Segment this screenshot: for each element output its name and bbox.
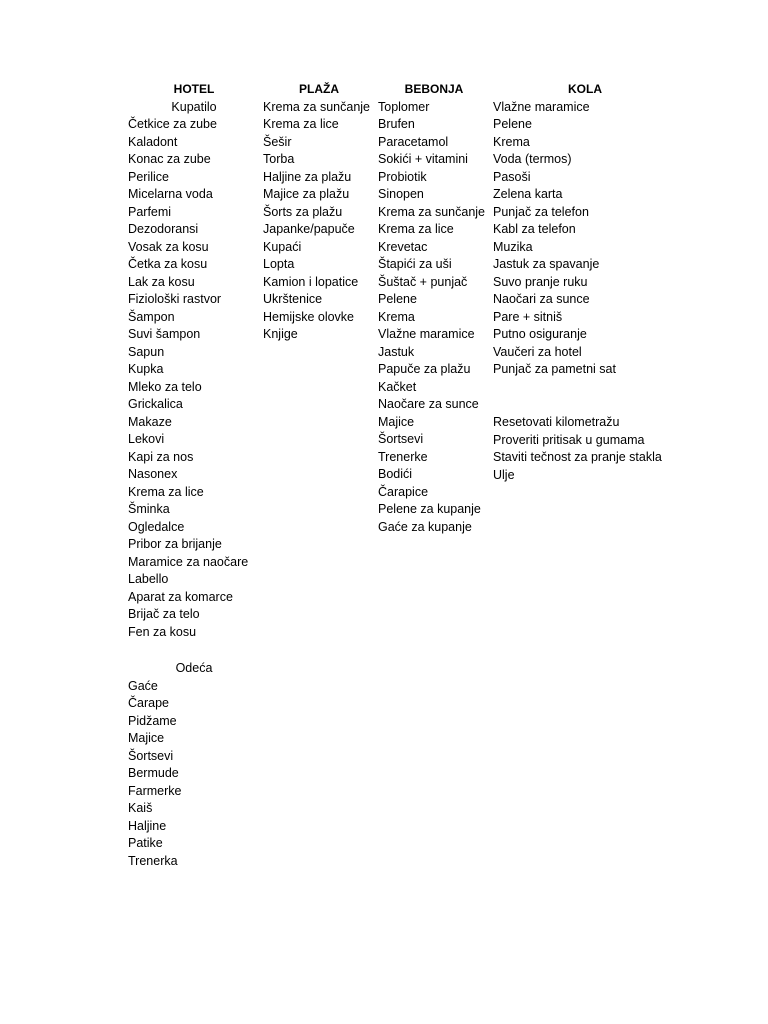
list-item: Kapi za nos <box>128 449 194 464</box>
list-item: Suvo pranje ruku <box>493 274 588 289</box>
list-item: Brijač za telo <box>128 607 200 621</box>
list-item: Nasonex <box>128 467 178 481</box>
list-item: Pelene za kupanje <box>378 502 481 516</box>
subheader-kupatilo: Kupatilo <box>171 99 217 114</box>
list-item: Naočari za sunce <box>493 292 590 306</box>
list-item: Hemijske olovke <box>263 309 355 324</box>
list-item: Lekovi <box>128 432 165 446</box>
list-item: Šampon <box>128 309 175 324</box>
list-item: Štapići za uši <box>378 257 452 271</box>
list-item: Mleko za telo <box>128 379 202 394</box>
list-item: Četkice za zube <box>128 117 217 131</box>
list-item: Pelene <box>493 117 532 131</box>
list-item: Proveriti pritisak u gumama <box>493 432 645 447</box>
list-item: Konac za zube <box>128 152 211 166</box>
list-item: Farmerke <box>128 783 182 798</box>
list-item: Kupka <box>128 362 164 376</box>
list-item: Majice <box>378 414 415 429</box>
list-item: Lak za kosu <box>128 274 195 289</box>
list-item: Kamion i lopatice <box>263 274 359 289</box>
list-item: Krema za lice <box>378 222 454 236</box>
list-item: Sokići + vitamini <box>378 152 468 166</box>
header-hotel: HOTEL <box>173 82 215 96</box>
list-item: Šešir <box>263 134 292 149</box>
header-plaza: PLAŽA <box>299 82 339 96</box>
list-item: Resetovati kilometražu <box>493 415 620 429</box>
list-item: Jastuk <box>378 344 415 359</box>
list-item: Punjač za telefon <box>493 204 589 219</box>
list-item: Dezodoransi <box>128 222 199 236</box>
list-item: Perilice <box>128 169 169 184</box>
list-item: Fen za kosu <box>128 624 197 639</box>
header-bebonja: BEBONJA <box>404 82 464 96</box>
list-item: Krevetac <box>378 239 428 254</box>
list-item: Čarape <box>128 696 169 710</box>
list-item: Šminka <box>128 502 170 516</box>
list-item: Makaze <box>128 414 172 429</box>
list-item: Parfemi <box>128 204 172 219</box>
list-item: Lopta <box>263 257 295 271</box>
list-item: Ulje <box>493 467 515 482</box>
list-item: Trenerka <box>128 853 178 868</box>
list-item: Brufen <box>378 117 415 131</box>
list-item: Krema za sunčanje <box>263 99 371 114</box>
list-item: Papuče za plažu <box>378 362 471 376</box>
list-item: Čarapice <box>378 484 429 499</box>
list-item: Bermude <box>128 766 179 780</box>
list-item: Maramice za naočare <box>128 554 249 569</box>
list-item: Šuštač + punjač <box>378 274 468 289</box>
list-item: Kaiš <box>128 801 153 815</box>
list-bebonja <box>378 99 490 537</box>
list-item: Šorts za plažu <box>263 204 343 219</box>
list-item: Grickalica <box>128 397 183 411</box>
list-item: Staviti tečnost za pranje stakla <box>493 450 662 464</box>
list-item: Sapun <box>128 344 165 359</box>
section-odeca <box>128 660 260 870</box>
list-item: Knjige <box>263 327 298 341</box>
list-item: Muzika <box>493 239 533 254</box>
subheader-odeca: Odeća <box>175 661 213 675</box>
list-item: Haljine <box>128 818 167 833</box>
header-kola: KOLA <box>568 82 602 96</box>
section-kola-extra <box>493 414 693 484</box>
list-item: Šortsevi <box>128 748 174 763</box>
list-odeca <box>128 678 260 871</box>
list-item: Gaće <box>128 678 158 693</box>
list-item: Krema <box>493 134 530 149</box>
list-item: Krema za lice <box>128 484 204 499</box>
list-item: Putno osiguranje <box>493 327 587 341</box>
list-item: Patike <box>128 836 163 850</box>
list-item: Majice <box>128 731 165 745</box>
list-item: Trenerke <box>378 449 428 464</box>
list-plaza <box>263 99 375 344</box>
list-item: Toplomer <box>378 99 430 114</box>
list-item: Kupaći <box>263 239 302 254</box>
list-item: Pelene <box>378 292 417 306</box>
list-item: Pasoši <box>493 169 531 184</box>
list-item: Jastuk za spavanje <box>493 257 600 271</box>
list-item: Paracetamol <box>378 134 449 149</box>
list-item: Probiotik <box>378 169 427 184</box>
list-item: Fiziološki rastvor <box>128 292 222 306</box>
list-item: Ukrštenice <box>263 292 323 306</box>
list-item: Vosak za kosu <box>128 239 209 254</box>
list-item: Vaučeri za hotel <box>493 344 582 359</box>
list-item: Suvi šampon <box>128 327 201 341</box>
list-item: Pribor za brijanje <box>128 537 222 551</box>
column-kola <box>493 81 677 379</box>
list-item: Šortsevi <box>378 432 424 446</box>
list-item: Aparat za komarce <box>128 589 233 604</box>
list-item: Kaladont <box>128 134 178 149</box>
list-kola <box>493 99 677 379</box>
list-item: Micelarna voda <box>128 187 213 201</box>
list-item: Zelena karta <box>493 187 563 201</box>
list-item: Bodići <box>378 467 413 481</box>
list-item: Sinopen <box>378 187 424 201</box>
list-hotel <box>128 116 260 641</box>
list-item: Vlažne maramice <box>378 327 475 341</box>
list-item: Pare + sitniš <box>493 309 563 324</box>
column-hotel <box>128 81 260 641</box>
list-item: Torba <box>263 152 295 166</box>
list-item: Kabl za telefon <box>493 222 576 236</box>
column-plaza <box>263 81 375 344</box>
list-item: Japanke/papuče <box>263 222 355 236</box>
column-bebonja <box>378 81 490 536</box>
list-item: Majice za plažu <box>263 187 350 201</box>
list-item: Krema za sunčanje <box>378 204 486 219</box>
list-kola-extra <box>493 414 693 484</box>
list-item: Voda (termos) <box>493 152 572 166</box>
list-item: Gaće za kupanje <box>378 519 472 534</box>
list-item: Punjač za pametni sat <box>493 362 616 376</box>
list-item: Ogledalce <box>128 519 185 534</box>
list-item: Krema za lice <box>263 117 339 131</box>
list-item: Naočare za sunce <box>378 397 479 411</box>
list-item: Labello <box>128 572 169 586</box>
list-item: Kačket <box>378 379 417 394</box>
list-item: Krema <box>378 309 415 324</box>
list-item: Haljine za plažu <box>263 169 352 184</box>
list-item: Četka za kosu <box>128 257 208 271</box>
list-item: Pidžame <box>128 713 177 728</box>
list-item: Vlažne maramice <box>493 99 590 114</box>
